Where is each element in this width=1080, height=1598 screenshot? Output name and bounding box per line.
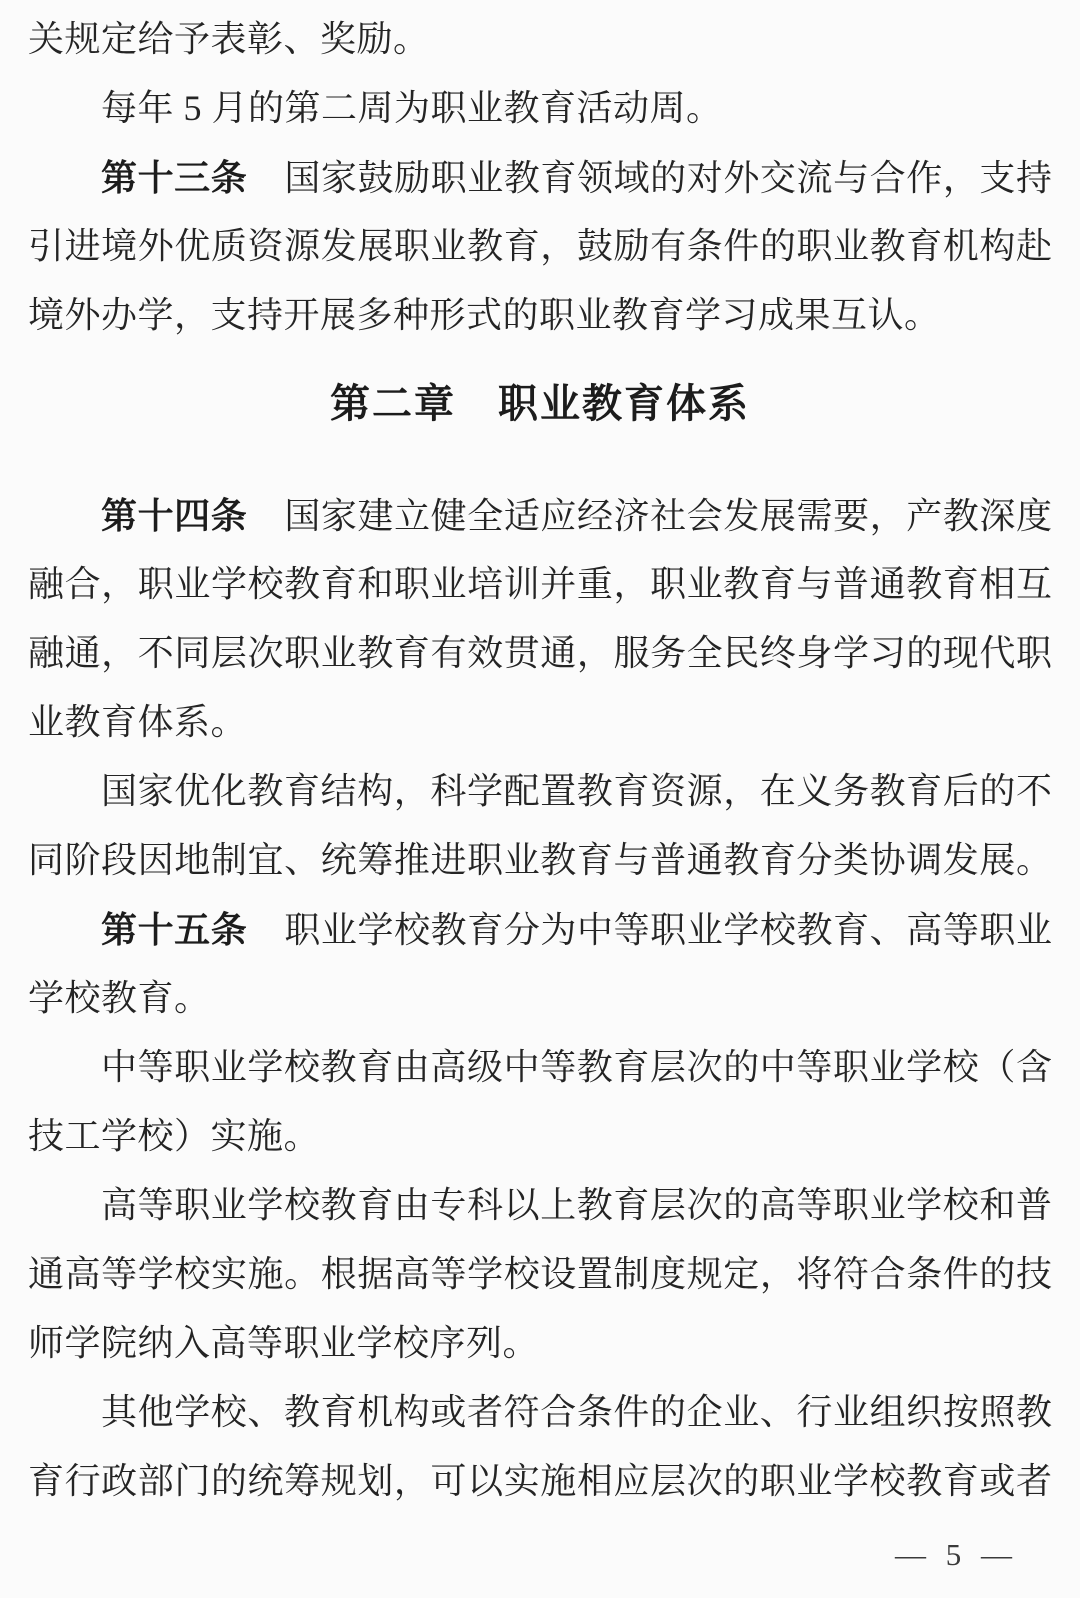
text-line: 融合，职业学校教育和职业培训并重，职业教育与普通教育相互 [28, 564, 1052, 604]
text-line: 师学院纳入高等职业学校序列。 [28, 1323, 540, 1363]
text-line: 技工学校）实施。 [28, 1116, 321, 1156]
text-line: 中等职业学校教育由高级中等教育层次的中等职业学校（含 [101, 1047, 1052, 1087]
text-line: 每年 5 月的第二周为职业教育活动周。 [101, 88, 723, 128]
text-line: 通高等学校实施。根据高等学校设置制度规定，将符合条件的技 [28, 1254, 1052, 1294]
article-text: 国家建立健全适应经济社会发展需要，产教深度 [284, 496, 1052, 536]
article-number: 第十五条 [101, 909, 248, 950]
text-line: 其他学校、教育机构或者符合条件的企业、行业组织按照教 [101, 1392, 1052, 1432]
text-line: 关规定给予表彰、奖励。 [28, 19, 430, 59]
text-line: 同阶段因地制宜、统筹推进职业教育与普通教育分类协调发展。 [28, 840, 1052, 880]
text-line: 国家优化教育结构，科学配置教育资源，在义务教育后的不 [101, 771, 1052, 811]
text-line: 引进境外优质资源发展职业教育，鼓励有条件的职业教育机构赴 [28, 226, 1052, 266]
text-line: 融通，不同层次职业教育有效贯通，服务全民终身学习的现代职 [28, 633, 1052, 673]
page-footer [0, 1520, 1080, 1590]
text-line: 学校教育。 [28, 978, 211, 1018]
article-number: 第十三条 [101, 157, 248, 198]
text-line [28, 143, 1052, 212]
article-text: 职业学校教育分为中等职业学校教育、高等职业 [284, 910, 1052, 950]
article-text: 国家鼓励职业教育领域的对外交流与合作，支持 [284, 158, 1052, 198]
chapter-heading: 第二章 职业教育体系 [330, 382, 750, 426]
text-line: 业教育体系。 [28, 702, 248, 742]
document-body [28, 5, 1052, 1516]
text-line: 高等职业学校教育由专科以上教育层次的高等职业学校和普 [101, 1185, 1052, 1225]
page-number: — 5 — [895, 1537, 1018, 1572]
article-number: 第十四条 [101, 495, 248, 536]
text-line [28, 895, 1052, 964]
text-line: 境外办学，支持开展多种形式的职业教育学习成果互认。 [28, 295, 941, 335]
text-line [28, 481, 1052, 550]
text-line: 育行政部门的统筹规划，可以实施相应层次的职业学校教育或者 [28, 1461, 1052, 1501]
